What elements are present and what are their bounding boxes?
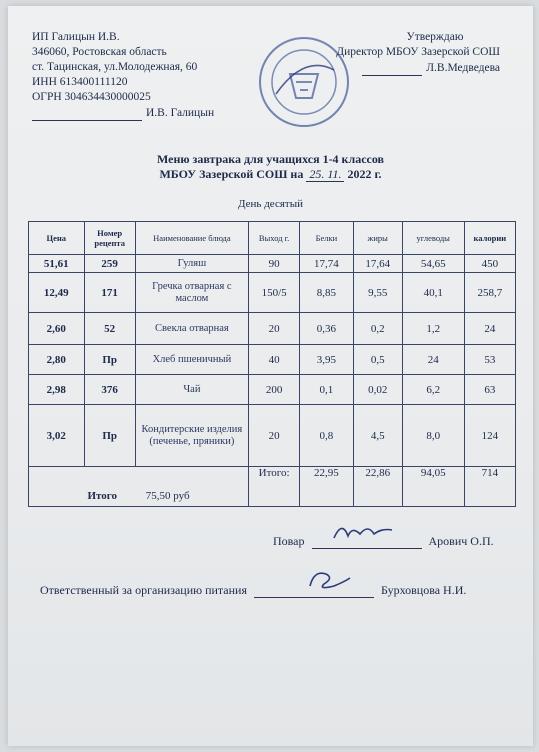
menu-table bbox=[28, 221, 516, 507]
cell-kcal: 53 bbox=[464, 345, 515, 375]
header-yield: Выход г. bbox=[248, 222, 299, 255]
cell-fat: 17,64 bbox=[353, 255, 402, 273]
org-ogrn: ОГРН 304634430000025 bbox=[32, 91, 151, 103]
organization-block bbox=[32, 30, 214, 121]
table-row bbox=[29, 405, 516, 467]
cell-recipe: 376 bbox=[84, 375, 135, 405]
menu-date: 25. 11. bbox=[306, 167, 344, 182]
table-row bbox=[29, 273, 516, 313]
cell-protein: 0,8 bbox=[300, 405, 353, 467]
cell-carbs: 54,65 bbox=[402, 255, 464, 273]
table-row bbox=[29, 313, 516, 345]
cell-recipe: 259 bbox=[84, 255, 135, 273]
header-price: Цена bbox=[29, 222, 85, 255]
approval-signer: Л.В.Медведева bbox=[426, 62, 500, 74]
table-row bbox=[29, 255, 516, 273]
cell-recipe: Пр bbox=[84, 405, 135, 467]
cell-protein: 3,95 bbox=[300, 345, 353, 375]
cell-carbs: 1,2 bbox=[402, 313, 464, 345]
cell-fat: 0,5 bbox=[353, 345, 402, 375]
cell-yield: 20 bbox=[248, 313, 299, 345]
header-kcal: калории bbox=[464, 222, 515, 255]
cell-price: 3,02 bbox=[29, 405, 85, 467]
cell-yield: 200 bbox=[248, 375, 299, 405]
title-line-1: Меню завтрака для учащихся 1-4 классов bbox=[156, 152, 385, 166]
title-school: МБОУ Зазерской СОШ на bbox=[159, 167, 304, 181]
cell-carbs: 8,0 bbox=[402, 405, 464, 467]
cell-protein: 0,36 bbox=[300, 313, 353, 345]
cook-signature-scribble bbox=[330, 516, 400, 546]
cell-dish: Чай bbox=[135, 375, 248, 405]
signature-line bbox=[32, 105, 142, 121]
cell-dish: Гуляш bbox=[135, 255, 248, 273]
cell-carbs: 6,2 bbox=[402, 375, 464, 405]
table-row bbox=[29, 375, 516, 405]
header-fat: жиры bbox=[353, 222, 402, 255]
cell-dish: Гречка отварная с маслом bbox=[135, 273, 248, 313]
cell-kcal: 450 bbox=[464, 255, 515, 273]
menu-year: 2022 г. bbox=[347, 167, 382, 181]
header-dish: Наименование блюда bbox=[135, 222, 248, 255]
cell-dish: Свекла отварная bbox=[135, 313, 248, 345]
responsible-signature bbox=[40, 582, 466, 598]
cell-kcal: 24 bbox=[464, 313, 515, 345]
cell-recipe: 52 bbox=[84, 313, 135, 345]
cell-price: 12,49 bbox=[29, 273, 85, 313]
cook-role: Повар bbox=[273, 534, 305, 548]
total-kcal: 714 bbox=[464, 467, 515, 507]
cell-fat: 0,02 bbox=[353, 375, 402, 405]
total-protein: 22,95 bbox=[300, 467, 353, 507]
header-protein: Белки bbox=[300, 222, 353, 255]
total-fat: 22,86 bbox=[353, 467, 402, 507]
total-sum: 75,50 руб bbox=[145, 490, 190, 502]
cell-dish: Хлеб пшеничный bbox=[135, 345, 248, 375]
cell-carbs: 40,1 bbox=[402, 273, 464, 313]
document-sheet bbox=[8, 6, 533, 746]
cell-recipe: 171 bbox=[84, 273, 135, 313]
cell-yield: 90 bbox=[248, 255, 299, 273]
cell-price: 51,61 bbox=[29, 255, 85, 273]
table-header-row bbox=[29, 222, 516, 255]
cook-name: Арович О.П. bbox=[428, 534, 494, 548]
approval-signature-row bbox=[330, 60, 500, 76]
cell-yield: 150/5 bbox=[248, 273, 299, 313]
header-recipe: Номер рецепта bbox=[84, 222, 135, 255]
cell-fat: 9,55 bbox=[353, 273, 402, 313]
responsible-role: Ответственный за организацию питания bbox=[40, 583, 247, 597]
cell-protein: 8,85 bbox=[300, 273, 353, 313]
cell-recipe: Пр bbox=[84, 345, 135, 375]
total-label: Итого bbox=[87, 490, 117, 502]
title-line-2 bbox=[8, 167, 533, 182]
day-label: День десятый bbox=[238, 198, 303, 210]
org-signer: И.В. Галицын bbox=[146, 107, 215, 119]
cell-carbs: 24 bbox=[402, 345, 464, 375]
cell-kcal: 63 bbox=[464, 375, 515, 405]
total-carbs: 94,05 bbox=[402, 467, 464, 507]
org-address-1: 346060, Ростовская область bbox=[32, 46, 167, 58]
approval-word: Утверждаю bbox=[406, 31, 464, 43]
org-signature-row bbox=[32, 105, 214, 121]
org-name: ИП Галицын И.В. bbox=[32, 31, 120, 43]
signature-line bbox=[362, 60, 422, 76]
cell-price: 2,80 bbox=[29, 345, 85, 375]
responsible-name: Бурховцова Н.И. bbox=[381, 583, 467, 597]
org-address-2: ст. Тацинская, ул.Молодежная, 60 bbox=[32, 61, 198, 73]
cell-yield: 40 bbox=[248, 345, 299, 375]
menu-title bbox=[8, 152, 533, 182]
responsible-signature-scribble bbox=[304, 566, 354, 596]
cell-yield: 20 bbox=[248, 405, 299, 467]
cell-fat: 0,2 bbox=[353, 313, 402, 345]
cell-price: 2,98 bbox=[29, 375, 85, 405]
header-carbs: углеводы bbox=[402, 222, 464, 255]
cell-fat: 4,5 bbox=[353, 405, 402, 467]
org-inn: ИНН 613400111120 bbox=[32, 76, 128, 88]
cell-protein: 17,74 bbox=[300, 255, 353, 273]
cell-kcal: 258,7 bbox=[464, 273, 515, 313]
cell-price: 2,60 bbox=[29, 313, 85, 345]
total-cell bbox=[29, 467, 249, 507]
cell-kcal: 124 bbox=[464, 405, 515, 467]
cell-protein: 0,1 bbox=[300, 375, 353, 405]
total-label-2: Итого: bbox=[248, 467, 299, 507]
approval-block bbox=[330, 30, 500, 76]
cell-dish: Кондитерские изделия (печенье, пряники) bbox=[135, 405, 248, 467]
table-row bbox=[29, 345, 516, 375]
approval-position: Директор МБОУ Зазерской СОШ bbox=[336, 46, 500, 58]
table-total-row bbox=[29, 467, 516, 507]
